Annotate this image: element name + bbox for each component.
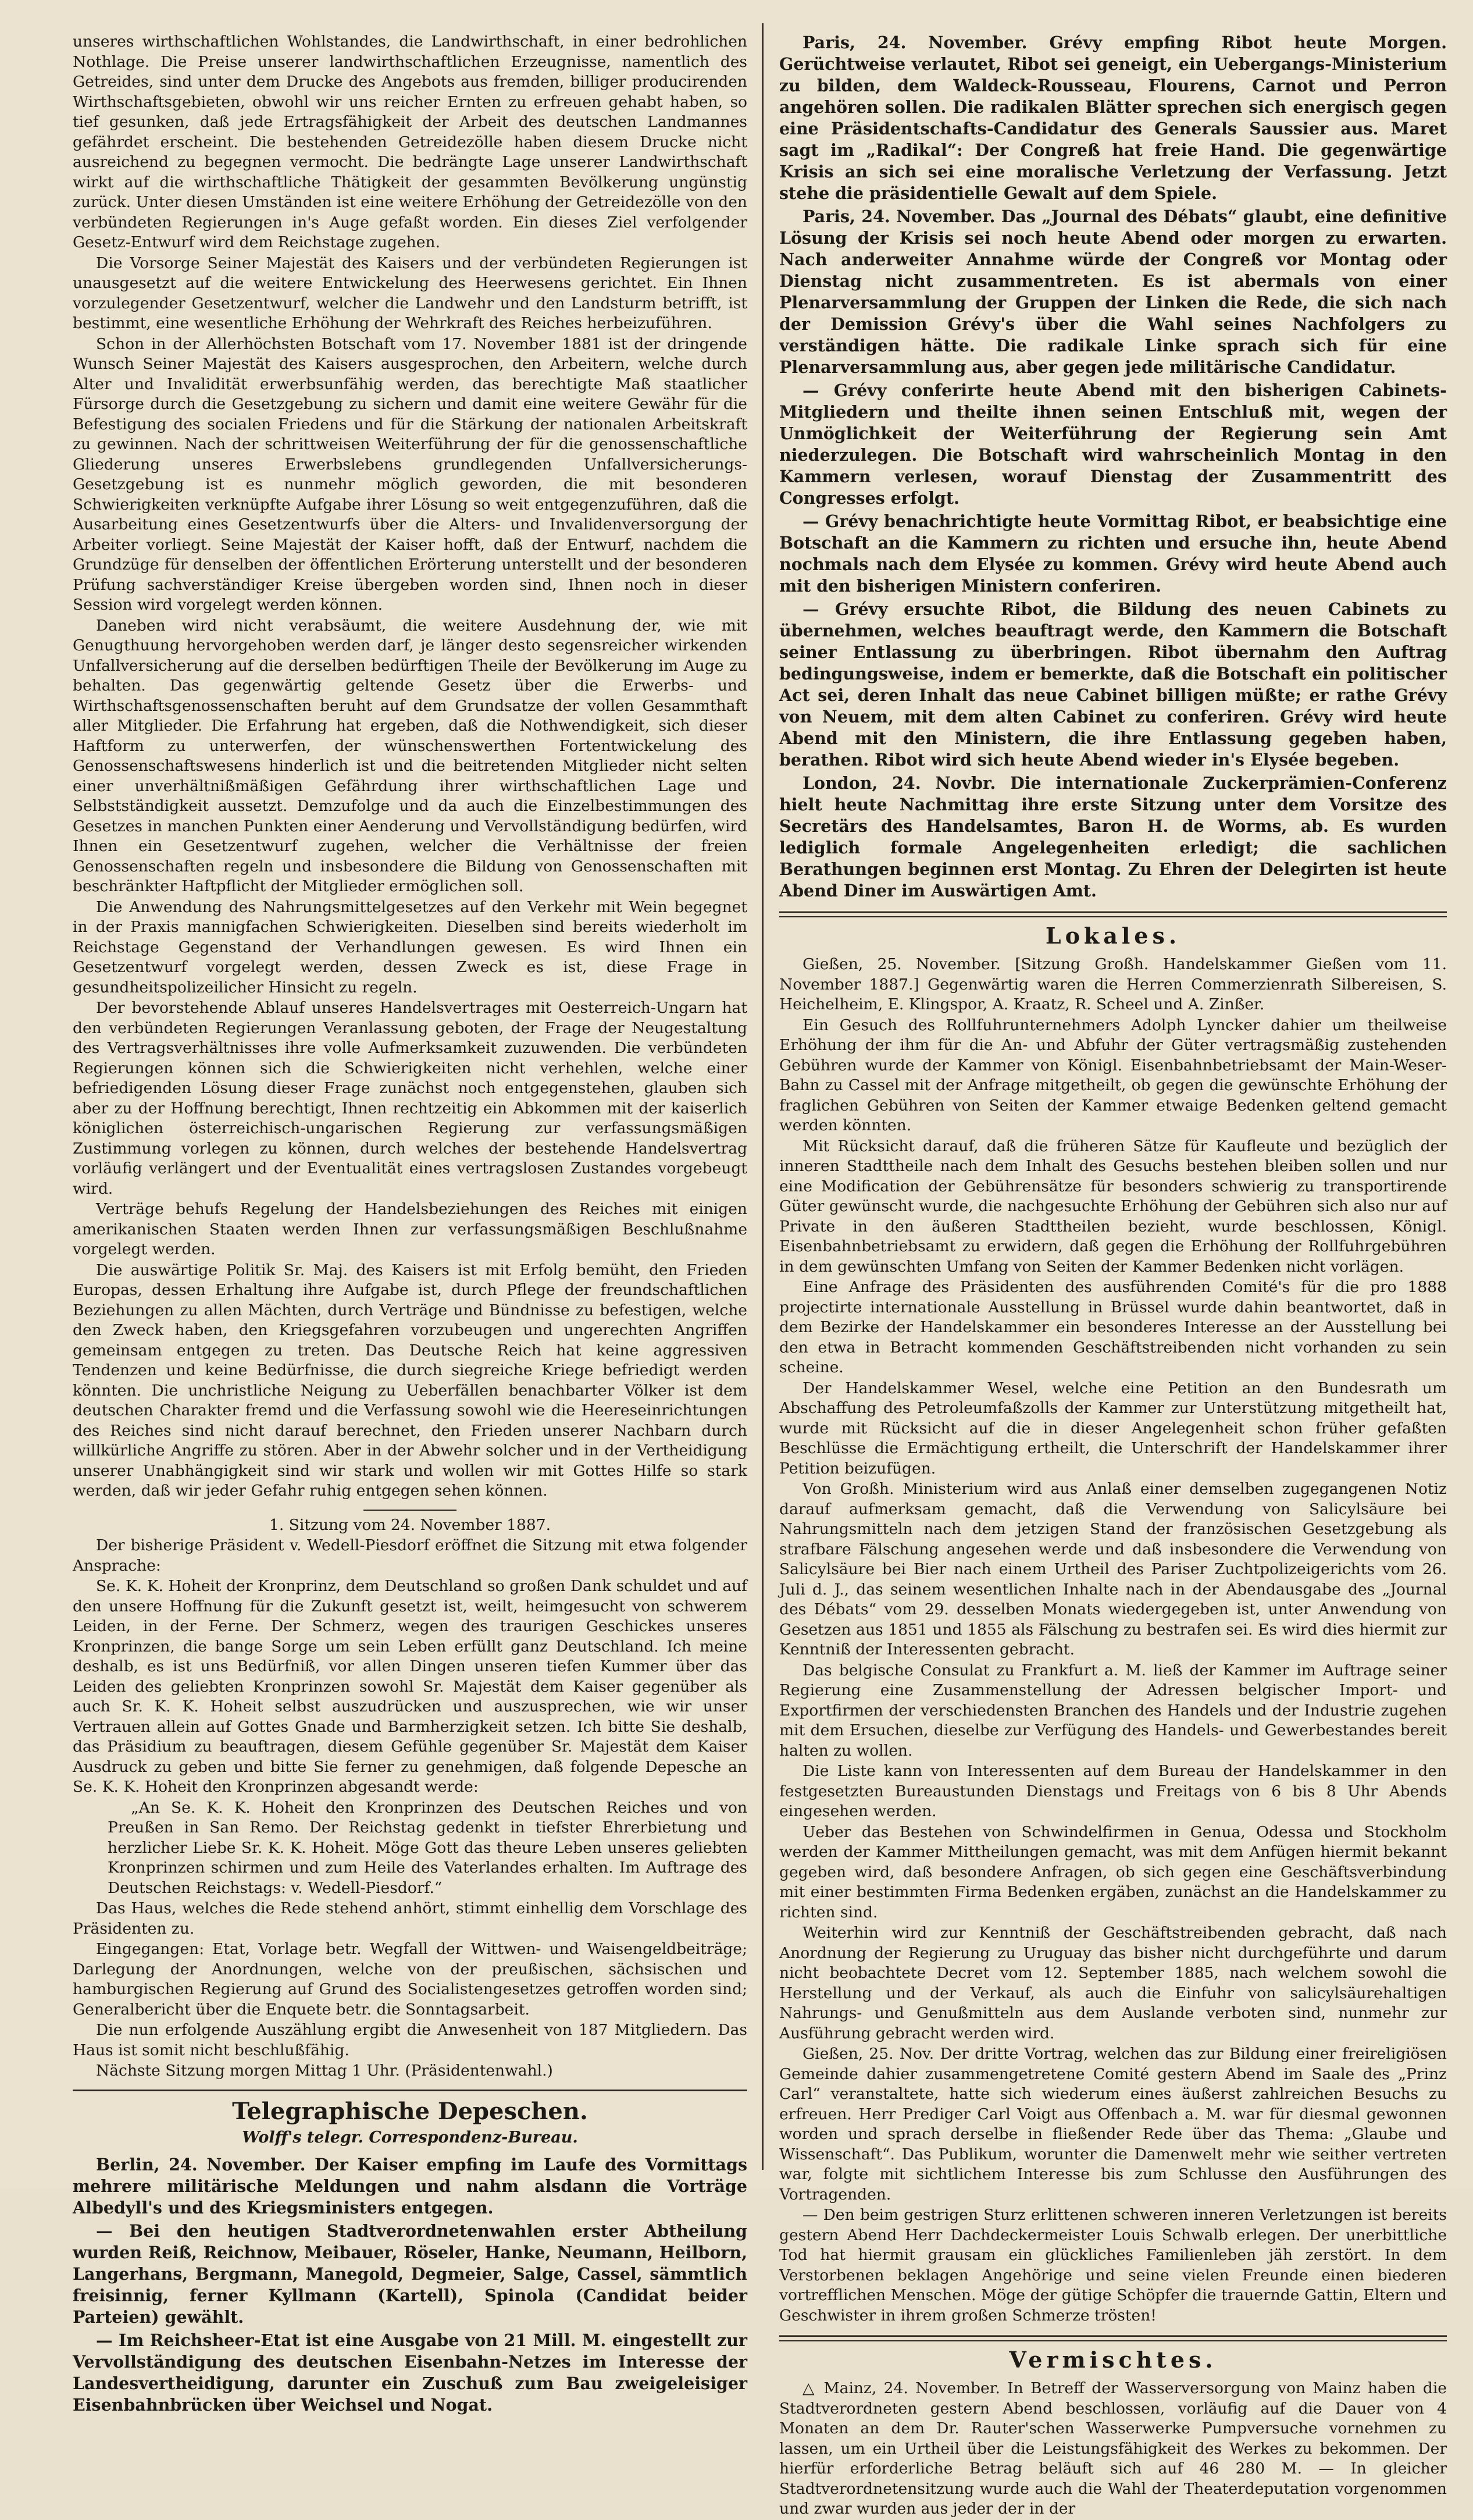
dispatch-paragraph: London, 24. Novbr. Die internationale Zuckerprämien-Conferenz hielt heute Nachmittag ihre erste Sitzung unter dem Vorsitze des Secretärs des Handelsamtes, Baron H. de Worms, ab. Es wurden lediglich formale Angelegenheiten erledigt; die sachlichen Berathungen beginnen erst Montag. Zu Ehren der Delegirten ist heute Abend Diner im Auswärtigen Amt.: [779, 773, 1447, 900]
thronrede-paragraph: Schon in der Allerhöchsten Botschaft vom 17. November 1881 ist der dringende Wunsch Seiner Majestät des Kaisers ausgesprochen, den Arbeitern, welche durch Alter und Invalidität erwerbsunfähig werden, das berechtigte Maß staatlicher Fürsorge durch die Gesetzgebung zu sichern und damit eine weitere Gewähr für die Befestigung des socialen Friedens und für die Stärkung der nationalen Arbeitskraft zu gewinnen. Nach der schrittweisen Weiterführung der für die genossenschaftliche Gliederung unseres Erwerbslebens grundlegenden Unfallversicherungs-Gesetzgebung ist es nunmehr möglich geworden, die mit besonderen Schwierigkeiten verknüpfte Aufgabe ihrer Lösung so weit entgegenzuführen, daß die Ausarbeitung eines Gesetzentwurfs über die Alters- und Invalidenversorgung der Arbeiter vorliegt. Seine Majestät der Kaiser hofft, daß der Entwurf, nachdem die Grundzüge für denselben der öffentlichen Erörterung unterstellt und der besonderen Prüfung sachverständiger Kreise übergeben worden sind, Ihnen noch in dieser Session wird vorgelegt werden können.: [73, 334, 747, 614]
lokales-paragraph: Die Liste kann von Interessenten auf dem Bureau der Handelskammer in den festgesetzten Bureaustunden Dienstags und Freitags von 6 bis 8 Uhr Abends eingesehen werden.: [779, 1762, 1447, 1820]
lokales-paragraph: Von Großh. Ministerium wird aus Anlaß einer demselben zugegangenen Notiz darauf aufmerksam gemacht, daß die Verwendung von Salicylsäure bei Nahrungsmitteln nach dem jetzigen Stand der französischen Gesetzgebung als strafbare Fälschung angesehen werde und daß insbesondere die Verwendung von Salicylsäure bei Bier nach einem Urtheil des Pariser Zuchtpolizeigerichts vom 26. Juli d. J., das seinem wesentlichen Inhalte nach in der Abendausgabe des „Journal des Débats“ vom 29. desselben Monats wiedergegeben ist, unter Anwendung von Gesetzen aus 1851 und 1855 als Fälschung zu bestrafen sei. Es wird dies hiermit zur Kenntniß der Interessenten gebracht.: [779, 1480, 1447, 1658]
dispatch-paragraph: Paris, 24. November. Grévy empfing Ribot heute Morgen. Gerüchtweise verlautet, Ribot sei geneigt, ein Uebergangs-Ministerium zu bilden, dem Waldeck-Rousseau, Flourens, Carnot und Perron angehören sollen. Die radikalen Blätter sprechen sich energisch gegen eine Präsidentschafts-Candidatur des Generals Saussier aus. Maret sagt im „Radikal“: Der Congreß hat freie Hand. Die gegenwärtige Krisis an sich sei eine moralische Verletzung der Verfassung. Jetzt stehe die präsidentielle Gewalt auf dem Spiele.: [779, 33, 1447, 203]
lokales-paragraph: Weiterhin wird zur Kenntniß der Geschäftstreibenden gebracht, daß nach Anordnung der Regierung zu Uruguay das bisher nicht durchgeführte und darum nicht beobachtete Decret vom 12. September 1885, nach welchem sowohl die Herstellung und der Verkauf, als auch die Einfuhr von salicylsäurehaltigen Nahrungs- und Genußmitteln aus dem Auslande verboten sind, nunmehr zur Ausführung gebracht werden wird.: [779, 1924, 1447, 2042]
thronrede-paragraph: Die auswärtige Politik Sr. Maj. des Kaisers ist mit Erfolg bemüht, den Frieden Europas, dessen Erhaltung ihre Aufgabe ist, durch Pflege der freundschaftlichen Beziehungen zu allen Mächten, durch Verträge und Bündnisse zu befestigen, welche den Zweck haben, den Kriegsgefahren vorzubeugen und ungerechten Angriffen gemeinsam entgegen zu treten. Das Deutsche Reich hat keine aggressiven Tendenzen und keine Bedürfnisse, die durch siegreiche Kriege befriedigt werden könnten. Die unchristliche Neigung zu Ueberfällen benachbarter Völker ist dem deutschen Charakter fremd und die Verfassung sowohl wie die Heereseinrichtungen des Reiches sind nicht darauf berechnet, den Frieden unserer Nachbarn durch willkürliche Angriffe zu stören. Aber in der Abwehr solcher und in der Vertheidigung unserer Unabhängigkeit sind wir stark und wollen wir mit Gottes Hilfe so stark werden, daß wir jeder Gefahr ruhig entgegen sehen können.: [73, 1261, 747, 1500]
lokales-paragraph: Der Handelskammer Wesel, welche eine Petition an den Bundesrath um Abschaffung des Petroleumfaßzolls der Kammer zur Unterstützung mitgetheilt hat, wurde mit Rücksicht auf die in dieser Angelegenheit schon früher gefaßten Beschlüsse die Ermächtigung ertheilt, die Unterschrift der Handelskammer ihrer Petition beizufügen.: [779, 1379, 1447, 1478]
telegraph-section-subtitle: Wolff's telegr. Correspondenz-Bureau.: [242, 2128, 578, 2147]
dispatch-paragraph: — Bei den heutigen Stadtverordnetenwahlen erster Abtheilung wurden Reiß, Reichnow, Meibauer, Röseler, Hanke, Neumann, Heilborn, Langerhans, Bergmann, Manegold, Degmeier, Salge, Cassel, sämmtlich freisinnig, ferner Kyllmann (Kartell), Spinola (Candidat beider Parteien) gewählt.: [73, 2220, 747, 2327]
telegraph-section-title: Telegraphische Depeschen.: [232, 2097, 588, 2125]
section-double-rule: [779, 2335, 1447, 2341]
sitzung-quote: „An Se. K. K. Hoheit den Kronprinzen des Deutschen Reiches und von Preußen in San Remo. Der Reichstag gedenkt in tiefster Ehrerbietung und herzlicher Liebe Sr. K. K. Hoheit. Möge Gott das theure Leben unseres geliebten Kronprinzen schirmen und zum Heile des Vaterlandes erhalten. Im Auftrage des Deutschen Reichstags: v. Wedell-Piesdorf.“: [108, 1798, 747, 1897]
lokales-paragraph: Ein Gesuch des Rollfuhrunternehmers Adolph Lyncker dahier um theilweise Erhöhung der ihm für die An- und Abfuhr der Güter vertragsmäßig zustehenden Gebühren wurde der Kammer von Königl. Eisenbahnbetriebsamt der Main-Weser-Bahn zu Cassel mit der Anfrage mitgetheilt, ob gegen die gewünschte Erhöhung der fraglichen Gebühren von Seiten der Kammer etwaige Bedenken geltend gemacht werden könnten.: [779, 1016, 1447, 1134]
dispatch-paragraph: — Grévy conferirte heute Abend mit den bisherigen Cabinets-Mitgliedern und theilte ihnen seinen Entschluß mit, wegen der Unmöglichkeit der Weiterführung der Regierung sein Amt niederzulegen. Die Botschaft wird wahrscheinlich Montag in den Kammern verlesen, worauf Dienstag der Zusammentritt des Congresses erfolgt.: [779, 380, 1447, 508]
lokales-paragraph: Eine Anfrage des Präsidenten des ausführenden Comité's für die pro 1888 projectirte internationale Ausstellung in Brüssel wurde dahin beantwortet, daß in dem Bezirke der Handelskammer ein besonderes Interesse an der Ausstellung bei den etwa in Betracht kommenden Geschäftstreibenden nicht vorhanden zu sein scheine.: [779, 1278, 1447, 1376]
lokales-paragraph: Gießen, 25. Nov. Der dritte Vortrag, welchen das zur Bildung einer freireligiösen Gemeinde dahier zusammengetretene Comité gestern Abend im Saale des „Prinz Carl“ veranstaltete, hatte sich wiederum eines äußerst zahlreichen Besuchs zu erfreuen. Herr Prediger Carl Voigt aus Offenbach a. M. war für diesmal gewonnen worden und sprach derselbe in fließender Rede über das Thema: „Glaube und Wissenschaft“. Das Publikum, worunter die Damenwelt mehr wie seither vertreten war, folgte mit sichtlichem Interesse bis zum Schlusse den Ausführungen des Vortragenden.: [779, 2045, 1447, 2204]
sitzung-intro: Der bisherige Präsident v. Wedell-Piesdorf eröffnet die Sitzung mit etwa folgender Ansprache:: [73, 1536, 747, 1575]
thronrede-paragraph: Der bevorstehende Ablauf unseres Handelsvertrages mit Oesterreich-Ungarn hat den verbündeten Regierungen Veranlassung geboten, der Frage der Neugestaltung des Vertragsverhältnisses ihre volle Aufmerksamkeit zuzuwenden. Die verbündeten Regierungen können sich die Schwierigkeiten nicht verhehlen, welche einer befriedigenden Lösung dieser Frage zunächst noch entgegenstehen, glauben sich aber zu der Hoffnung berechtigt, Ihnen rechtzeitig ein Abkommen mit der kaiserlich königlichen österreichisch-ungarischen Regierung zur verfassungsmäßigen Zustimmung vorlegen zu können, durch welches der bestehende Handelsvertrag vorläufig verlängert und der Eventualität eines vertragslosen Zustandes vorgebeugt wird.: [73, 999, 747, 1198]
thronrede-paragraph: unseres wirthschaftlichen Wohlstandes, die Landwirthschaft, in einer bedrohlichen Nothlage. Die Preise unserer landwirthschaftlichen Erzeugnisse, namentlich des Getreides, sind unter dem Drucke des Angebots aus fremden, billiger producirenden Wirthschaftsgebieten, obwohl wir uns reicher Ernten zu erfreuen gehabt haben, so tief gesunken, daß jede Ertragsfähigkeit der Arbeit des deutschen Landmannes gefährdet erscheint. Die bestehenden Getreidezölle haben diesem Drucke nicht ausreichend zu begegnen vermocht. Die bedrängte Lage unserer Landwirthschaft wirkt auf die wirthschaftliche Thätigkeit der gesammten Bevölkerung ungünstig zurück. Unter diesen Umständen ist eine weitere Erhöhung der Getreidezölle von den verbündeten Regierungen in's Auge gefaßt worden. Ein dieses Ziel verfolgender Gesetz-Entwurf wird dem Reichstage zugehen.: [73, 33, 747, 251]
dispatch-paragraph: Berlin, 24. November. Der Kaiser empfing im Laufe des Vormittags mehrere militärische Meldungen und nahm alsdann die Vorträge Albedyll's und des Kriegsministers entgegen.: [73, 2154, 747, 2218]
thronrede-paragraph: Daneben wird nicht verabsäumt, die weitere Ausdehnung der, wie mit Genugthuung hervorgehoben werden darf, je länger desto segensreicher wirkenden Unfallversicherung auf die derselben bedürftigen Theile der Bevölkerung im Auge zu behalten. Das gegenwärtig geltende Gesetz über die Erwerbs- und Wirthschaftsgenossenschaften beruht auf dem Grundsatze der vollen Gesammthaft aller Mitglieder. Die Erfahrung hat ergeben, daß die Nothwendigkeit, sich dieser Haftform zu unterwerfen, der wünschenswerthen Fortentwickelung des Genossenschaftswesens hinderlich ist und die beitretenden Mitglieder nicht selten einer unverhältnißmäßigen Gefährdung ihrer wirthschaftlichen Lage und Selbstständigkeit aussetzt. Demzufolge und da auch die Einzelbestimmungen des Gesetzes in manchen Punkten einer Aenderung und Vervollständigung bedürfen, wird Ihnen ein Gesetzentwurf zugehen, welcher die Verhältnisse der freien Genossenschaften regeln und insbesondere die Bildung von Genossenschaften mit beschränkter Haftpflicht der Mitglieder ermöglichen soll.: [73, 616, 747, 895]
right-column: [779, 32, 1447, 2520]
sitzung-title: 1. Sitzung vom 24. November 1887.: [269, 1515, 551, 1534]
lokales-paragraph: Gießen, 25. November. [Sitzung Großh. Handelskammer Gießen vom 11. November 1887.] Gegenwärtig waren die Herren Commerzienrath Silbereisen, S. Heichelheim, E. Klingspor, A. Kraatz, R. Scheel und A. Zinßer.: [779, 955, 1447, 1013]
thronrede-paragraph: Die Anwendung des Nahrungsmittelgesetzes auf den Verkehr mit Wein begegnet in der Praxis mannigfachen Schwierigkeiten. Dieselben sind bereits wiederholt im Reichstage Gegenstand der Verhandlungen gewesen. Es wird Ihnen ein Gesetzentwurf vorgelegt werden, dessen Zweck es ist, diese Frage in gesundheitspolizeilicher Hinsicht zu regeln.: [73, 898, 747, 996]
telegraph-dispatches: [73, 2154, 747, 2416]
thronrede-paragraph: Die Vorsorge Seiner Majestät des Kaisers und der verbündeten Regierungen ist unausgesetzt auf die weitere Entwickelung des Heerwesens gerichtet. Ein Ihnen vorzulegender Gesetzentwurf, welcher die Landwehr und den Landsturm betrifft, ist bestimmt, eine wesentliche Erhöhung der Wehrkraft des Reiches herbeizuführen.: [73, 254, 747, 332]
lokales-section-title: Lokales.: [1045, 923, 1181, 949]
sitzung-speech: Se. K. K. Hoheit der Kronprinz, dem Deutschland so großen Dank schuldet und auf den unsere Hoffnung für die Zukunft gesetzt ist, weilt, heimgesucht von schwerem Leiden, in der Ferne. Der Schmerz, wegen des traurigen Geschickes unseres Kronprinzen, die bange Sorge um sein Leben erfüllt ganz Deutschland. Ich meine deshalb, es ist uns Bedürfniß, vor allen Dingen unseren tiefen Kummer über das Leiden des geliebten Kronprinzen sowohl Sr. Majestät dem Kaiser gegenüber als auch Sr. K. K. Hoheit selbst auszudrücken und auszusprechen, wie wir unser Vertrauen allein auf Gottes Gnade und Barmherzigkeit setzen. Ich bitte Sie deshalb, das Präsidium zu beauftragen, diesem Gefühle gegenüber Sr. Majestät dem Kaiser Ausdruck zu geben und bitte Sie ferner zu genehmigen, daß folgende Depesche an Se. K. K. Hoheit den Kronprinzen abgesandt werde:: [73, 1577, 747, 1796]
left-column: [73, 32, 747, 2418]
column-divider: [762, 23, 764, 2170]
lokales-paragraph: Das belgische Consulat zu Frankfurt a. M. ließ der Kammer im Auftrage seiner Regierung eine Zusammenstellung der Adressen belgischer Import- und Exportfirmen der verschiedensten Branchen des Handels und der Industrie zugehen mit dem Ersuchen, dieselbe zur Verfügung des Handels- und Gewerbestandes bereit halten zu wollen.: [779, 1661, 1447, 1760]
dispatch-paragraph: — Grévy benachrichtigte heute Vormittag Ribot, er beabsichtige eine Botschaft an die Kammern zu richten und ersuche ihn, heute Abend nochmals nach dem Elysée zu kommen. Grévy wird heute Abend auch mit den bisherigen Ministern conferiren.: [779, 511, 1447, 596]
lokales-paragraph: Ueber das Bestehen von Schwindelfirmen in Genua, Odessa und Stockholm werden der Kammer Mittheilungen gemacht, was mit dem Anfügen hiermit bekannt gegeben wird, daß besondere Anfragen, ob sich gegen eine Geschäftsverbindung mit einer bestimmten Firma Bedenken ergäben, zunächst an die Handelskammer zu richten sind.: [779, 1823, 1447, 1921]
sitzung-paragraph: Nächste Sitzung morgen Mittag 1 Uhr. (Präsidentenwahl.): [96, 2062, 553, 2080]
dispatch-paragraph: — Grévy ersuchte Ribot, die Bildung des neuen Cabinets zu übernehmen, welches beauftragt werde, den Kammern die Botschaft seiner Entlassung zu überbringen. Ribot übernahm den Auftrag bedingungsweise, indem er bemerkte, daß die Botschaft ein politischer Act sei, deren Inhalt das neue Cabinet billigen müßte; er rathe Grévy von Neuem, mit dem alten Cabinet zu conferiren. Grévy wird heute Abend mit den Ministern, die ihre Entlassung gegeben haben, berathen. Ribot wird sich heute Abend wieder in's Elysée begeben.: [779, 599, 1447, 770]
sitzung-paragraph: Das Haus, welches die Rede stehend anhört, stimmt einhellig dem Vorschlage des Präsidenten zu.: [73, 1899, 747, 1938]
section-double-rule: [779, 911, 1447, 917]
telegraph-dispatches-continued: [779, 32, 1447, 902]
lokales-paragraph: Mit Rücksicht darauf, daß die früheren Sätze für Kaufleute und bezüglich der inneren Stadttheile nach dem Inhalt des Gesuchs bestehen bleiben sollen und nur eine Modification der Gebührensätze für besonders schwierig zu transportirende Güter gewünscht wurde, die nachgesuchte Erhöhung der Gebühren sich also nur auf Private in den äußeren Stadttheilen bezieht, wurde beschlossen, Königl. Eisenbahnbetriebsamt zu erwidern, daß gegen die Erhöhung der Rollfuhrgebühren in dem gewünschten Umfang von Seiten der Kammer Bedenken nicht vorlägen.: [779, 1137, 1447, 1276]
section-rule: [73, 2090, 747, 2091]
lokales-paragraph: — Den beim gestrigen Sturz erlittenen schweren inneren Verletzungen ist bereits gestern Abend Herr Dachdeckermeister Louis Schwalb erlegen. Der unerbittliche Tod hat hiermit grausam ein glückliches Familienleben jäh zerstört. In dem Verstorbenen beklagen Angehörige und seine vielen Freunde einen biederen vortrefflichen Menschen. Möge der gütige Schöpfer die trauernde Gattin, Eltern und Geschwister in ihrem großen Schmerze trösten!: [779, 2206, 1447, 2325]
dispatch-paragraph: — Im Reichsheer-Etat ist eine Ausgabe von 21 Mill. M. eingestellt zur Vervollständigung des deutschen Eisenbahn-Netzes im Interesse der Landesvertheidigung, darunter ein Zuschuß zum Bau zweigeleisiger Eisenbahnbrücken über Weichsel und Nogat.: [73, 2330, 747, 2415]
dispatch-paragraph: Paris, 24. November. Das „Journal des Débats“ glaubt, eine definitive Lösung der Krisis sei noch heute Abend oder morgen zu erwarten. Nach anderweiter Annahme würde der Congreß vor Montag oder Dienstag nicht zusammentreten. Es ist abermals von einer Plenarversammlung der Gruppen der Linken die Rede, die sich nach der Demission Grévy's über die Wahl seines Nachfolgers zu verständigen hätte. Die radikale Linke sprach sich für eine Plenarversammlung aus, aber gegen jede militärische Candidatur.: [779, 207, 1447, 377]
sitzung-paragraph: Eingegangen: Etat, Vorlage betr. Wegfall der Wittwen- und Waisengeldbeiträge; Darlegung der Anordnungen, welche von der preußischen, sächsischen und hamburgischen Regierung auf Grund des Socialistengesetzes getroffen worden sind; Generalbericht über die Enquete betr. die Sonntagsarbeit.: [73, 1940, 747, 2019]
vermischtes-paragraph: △ Mainz, 24. November. In Betreff der Wasserversorgung von Mainz haben die Stadtverordneten gestern Abend beschlossen, vorläufig auf die Dauer von 4 Monaten an dem Dr. Rauter'schen Wasserwerke Pumpversuche vornehmen zu lassen, um ein Urtheil über die Leistungsfähigkeit des Werkes zu bekommen. Der hierfür erforderliche Betrag beläuft sich auf 46 280 M. — In gleicher Stadtverordnetensitzung wurde auch die Wahl der Theaterdeputation vorgenommen und zwar wurden aus jeder der in der: [779, 2379, 1447, 2518]
vermischtes-section-title: Vermischtes.: [1009, 2347, 1217, 2373]
section-separator: [73, 1510, 747, 1511]
sitzung-paragraph: Die nun erfolgende Auszählung ergibt die Anwesenheit von 187 Mitgliedern. Das Haus ist somit nicht beschlußfähig.: [73, 2021, 747, 2059]
thronrede-paragraph: Verträge behufs Regelung der Handelsbeziehungen des Reiches mit einigen amerikanischen Staaten werden Ihnen zur verfassungsmäßigen Beschlußnahme vorgelegt werden.: [73, 1200, 747, 1258]
